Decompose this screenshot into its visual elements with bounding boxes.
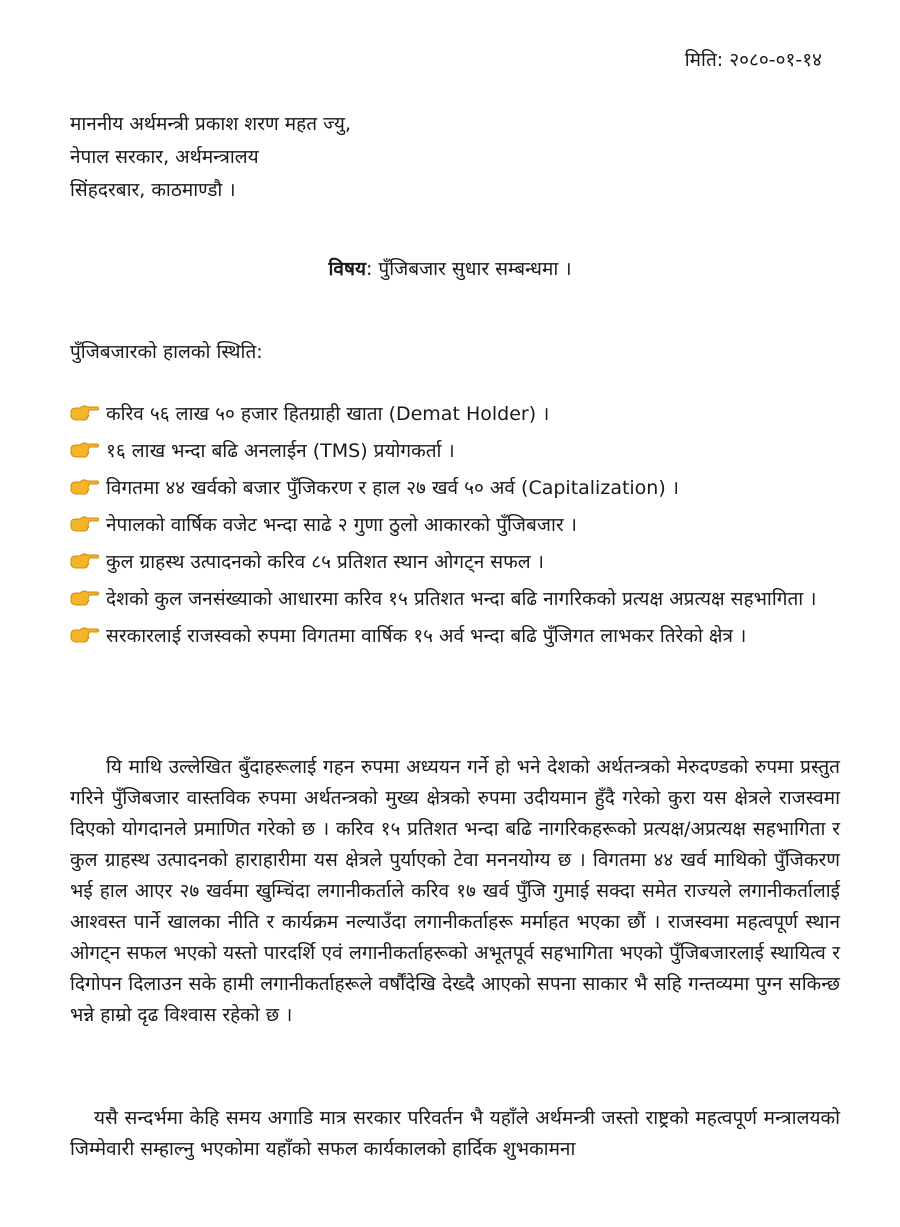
bullet-item xyxy=(70,620,840,653)
pointing-hand-icon xyxy=(70,404,100,422)
bullet-item xyxy=(70,546,840,579)
address-line-3: सिंहदरबार, काठमाण्डौ । xyxy=(70,179,236,201)
status-heading: पुँजिबजारको हालको स्थिति: xyxy=(70,341,263,363)
pointing-hand-icon xyxy=(70,552,100,570)
bullet-text: विगतमा ४४ खर्वको बजार पुँजिकरण र हाल २७ खर्व ५० अर्व (Capitalization) । xyxy=(106,477,680,499)
body-paragraph-2: यसै सन्दर्भमा केहि समय अगाडि मात्र सरकार परिवर्तन भै यहाँले अर्थमन्त्री जस्तो राष्ट्रको महत्वपूर्ण मन्त्रालयको जिम्मेवारी सम्हाल्नु भएकोमा यहाँको सफल कार्यकालको हार्दिक शुभकामना xyxy=(70,1107,840,1160)
bullet-text: करिव ५६ लाख ५० हजार हितग्राही खाता (Demat Holder) । xyxy=(106,403,550,425)
bullet-item xyxy=(70,472,840,505)
bullet-text: १६ लाख भन्दा बढि अनलाईन (TMS) प्रयोगकर्ता । xyxy=(106,440,455,462)
subject-label: विषय xyxy=(328,258,366,280)
body-paragraph-1: यि माथि उल्लेखित बुँदाहरूलाई गहन रुपमा अध्ययन गर्ने हो भने देशको अर्थतन्त्रको मेरुदण्डको रुपमा प्रस्तुत गरिने पुँजिबजार वास्तविक रुपमा अर्थतन्त्रको मुख्य क्षेत्रको रुपमा उदीयमान हुँदै गरेको कुरा यस क्षेत्रले राजस्वमा दिएको योगदानले प्रमाणित गरेको छ । करिव १५ प्रतिशत भन्दा बढि नागरिकहरूको प्रत्यक्ष/अप्रत्यक्ष सहभागिता र कुल ग्राहस्थ उत्पादनको हाराहारीमा यस क्षेत्रले पुर्याएको टेवा मननयोग्य छ । विगतमा ४४ खर्व माथिको पुँजिकरण भई हाल आएर २७ खर्वमा खुम्चिंदा लगानीकर्ताले करिव १७ खर्व पुँजि गुमाई सक्दा समेत राज्यले लगानीकर्तालाई आश्वस्त पार्ने खालका नीति र कार्यक्रम नल्याउँदा लगानीकर्ताहरू मर्माहत भएका छौं । राजस्वमा महत्वपूर्ण स्थान ओगट्न सफल भएको यस्तो पारदर्शि एवं लगानीकर्ताहरूको अभूतपूर्व सहभागिता भएको पुँजिबजारलाई स्थायित्व र दिगोपन दिलाउन सके हामी लगानीकर्ताहरूले वर्षौंदेखि देख्दै आएको सपना साकार भै सहि गन्तव्यमा पुग्न सकिन्छ भन्ने हाम्रो दृढ विश्वास रहेको छ । xyxy=(70,756,840,1026)
bullet-item xyxy=(70,435,840,468)
pointing-hand-icon xyxy=(70,478,100,496)
subject-text: : पुँजिबजार सुधार सम्बन्धमा । xyxy=(365,258,572,280)
address-line-1: माननीय अर्थमन्त्री प्रकाश शरण महत ज्यु, xyxy=(70,113,351,135)
pointing-hand-icon xyxy=(70,515,100,533)
bullet-list xyxy=(70,398,840,657)
letter-date: मिति: २०८०-०१-१४ xyxy=(684,49,822,71)
pointing-hand-icon xyxy=(70,441,100,459)
pointing-hand-icon xyxy=(70,589,100,607)
bullet-text: देशको कुल जनसंख्याको आधारमा करिव १५ प्रतिशत भन्दा बढि नागरिकको प्रत्यक्ष अप्रत्यक्ष सहभागिता । xyxy=(106,588,817,610)
pointing-hand-icon xyxy=(70,626,100,644)
bullet-text: कुल ग्राहस्थ उत्पादनको करिव ८५ प्रतिशत स्थान ओगट्न सफल । xyxy=(106,551,544,573)
bullet-item xyxy=(70,509,840,542)
address-line-2: नेपाल सरकार, अर्थमन्त्रालय xyxy=(70,146,259,168)
bullet-text: सरकारलाई राजस्वको रुपमा विगतमा वार्षिक १५ अर्व भन्दा बढि पुँजिगत लाभकर तिरेको क्षेत्र । xyxy=(106,625,747,647)
subject-line xyxy=(0,255,900,281)
recipient-address xyxy=(70,108,351,207)
bullet-text: नेपालको वार्षिक वजेट भन्दा साढे २ गुणा ठुलो आकारको पुँजिबजार । xyxy=(106,514,577,536)
bullet-item xyxy=(70,583,840,616)
bullet-item xyxy=(70,398,840,431)
